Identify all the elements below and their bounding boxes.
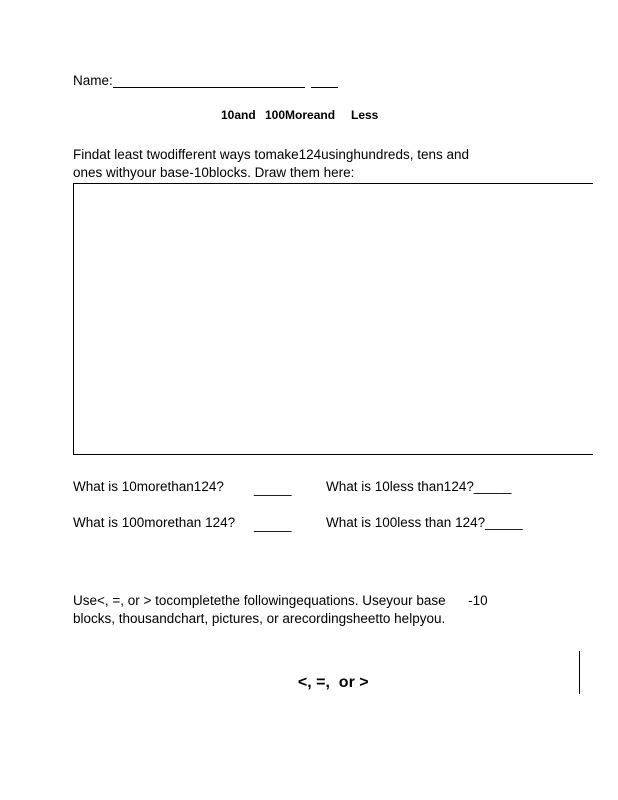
question-100-more-text: What is 100morethan 124? (73, 515, 236, 530)
comparison-instructions (73, 592, 488, 628)
question-100-less (326, 514, 523, 532)
worksheet-title (221, 108, 256, 122)
name-row (73, 72, 113, 90)
title-part-2: 100Moreand (265, 108, 336, 122)
equation-heading (289, 656, 369, 692)
drawing-area[interactable] (73, 183, 593, 455)
question-100-more (73, 514, 235, 532)
name-label: Name: (73, 73, 113, 88)
title-part-3-wrap (351, 108, 378, 122)
title-part-1: 10and (221, 108, 256, 122)
use-instruction-line-2: blocks, thousandchart, pictures, or arecordingsheetto helpyou. (73, 611, 446, 626)
question-10-more-text: What is 10morethan124? (73, 479, 224, 494)
answer-10-more-blank: _____ (254, 481, 292, 496)
use-instruction-line-1: Use<, =, or > tocompletethe followingequations. Useyour base -10 (73, 593, 488, 608)
answer-100-more-blank: _____ (254, 517, 292, 532)
equation-area-border (579, 651, 580, 694)
question-100-less-text: What is 100less than 124? (326, 515, 486, 530)
instruction-line-2: ones withyour base-10blocks. Draw them here: (73, 165, 355, 180)
title-part-3: Less (351, 108, 379, 122)
answer-10-more[interactable] (254, 480, 292, 498)
name-extra-blank-line[interactable] (311, 87, 338, 88)
name-blank-line[interactable] (113, 87, 305, 88)
answer-100-more[interactable] (254, 516, 292, 534)
instruction-line-1: Findat least twodifferent ways tomake124usinghundreds, tens and (73, 147, 469, 162)
answer-10-less-blank[interactable]: _____ (473, 479, 512, 494)
drawing-instructions (73, 146, 469, 182)
question-10-less-text: What is 10less than124? (326, 479, 474, 494)
equation-heading-text: <, =, or > (297, 674, 369, 691)
question-10-less (326, 478, 511, 496)
question-10-more (73, 478, 224, 496)
answer-100-less-blank[interactable]: _____ (485, 515, 523, 530)
title-part-2-wrap (265, 108, 335, 122)
